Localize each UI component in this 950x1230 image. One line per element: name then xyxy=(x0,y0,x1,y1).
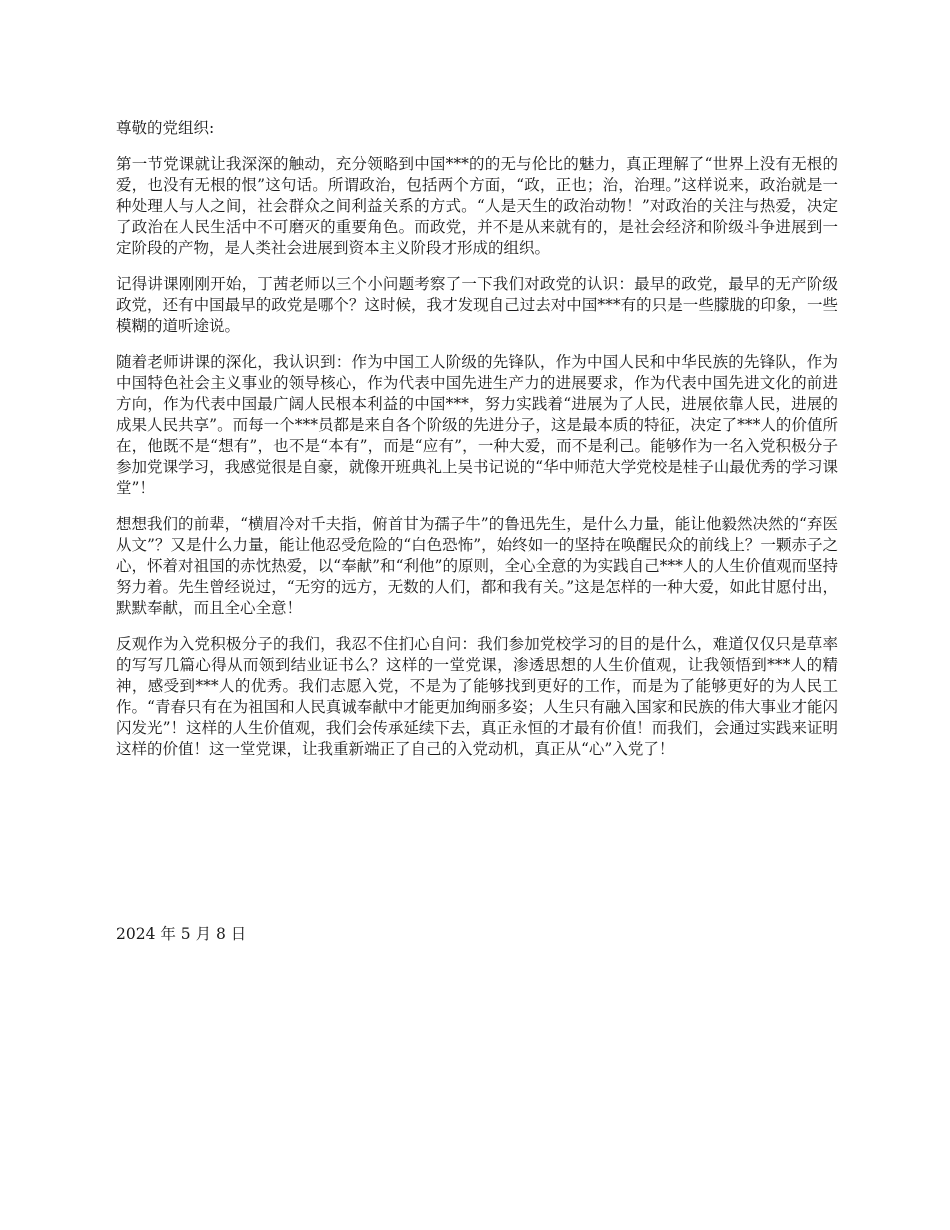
paragraph-4: 想想我们的前辈，“横眉冷对千夫指，俯首甘为孺子牛”的鲁迅先生，是什么力量，能让他毅然决然的“弃医从文”？又是什么力量，能让他忍受危险的“白色恐怖”，始终如一的坚持在唤醒民众的前线上？一颗赤子之心，怀着对祖国的赤忱热爱，以“奉献”和“利他”的原则，全心全意的为实践自己***人的人生价值观而坚持努力着。先生曾经说过，“无穷的远方，无数的人们，都和我有关。”这是怎样的一种大爱，如此甘愿付出，默默奉献，而且全心全意！ xyxy=(116,515,838,617)
paragraph-2: 记得讲课刚刚开始，丁茜老师以三个小问题考察了一下我们对政党的认识：最早的政党，最早的无产阶级政党，还有中国最早的政党是哪个？这时候，我才发现自己过去对中国***有的只是一些朦胧的印象，一些模糊的道听途说。 xyxy=(116,275,838,335)
paragraph-5: 反观作为入党积极分子的我们，我忍不住扪心自问：我们参加党校学习的目的是什么，难道仅仅只是草率的写写几篇心得从而领到结业证书么？这样的一堂党课，渗透思想的人生价值观，让我领悟到***人的精神，感受到***人的优秀。我们志愿入党，不是为了能够找到更好的工作，而是为了能够更好的为人民工作。“青春只有在为祖国和人民真诚奉献中才能更加绚丽多姿；人生只有融入国家和民族的伟大事业才能闪闪发光”！这样的人生价值观，我们会传承延续下去，真正永恒的才最有价值！而我们，会通过实践来证明这样的价值！这一堂党课，让我重新端正了自己的入党动机，真正从“心”入党了！ xyxy=(116,635,838,758)
paragraph-3: 随着老师讲课的深化，我认识到：作为中国工人阶级的先锋队，作为中国人民和中华民族的先锋队，作为中国特色社会主义事业的领导核心，作为代表中国先进生产力的进展要求，作为代表中国先进文化的前进方向，作为代表中国最广阔人民根本利益的中国***，努力实践着“进展为了人民，进展依靠人民，进展的成果人民共享”。而每一个***员都是来自各个阶级的先进分子，这是最本质的特征，决定了***人的价值所在，他既不是“想有”，也不是“本有”，而是“应有”，一种大爱，而不是利己。能够作为一名入党积极分子参加党课学习，我感觉很是自豪，就像开班典礼上吴书记说的“华中师范大学党校是桂子山最优秀的学习课堂”！ xyxy=(116,353,838,497)
letter-date: 2024 年 5 月 8 日 xyxy=(116,925,247,943)
letter-body xyxy=(116,118,838,775)
paragraph-1: 第一节党课就让我深深的触动，充分领略到中国***的的无与伦比的魅力，真正理解了“世界上没有无根的爱，也没有无根的恨”这句话。所谓政治，包括两个方面，“政，正也；治，治理。”这样说来，政治就是一种处理人与人之间，社会群众之间利益关系的方式。“人是天生的政治动物！”对政治的关注与热爱，决定了政治在人民生活中不可磨灭的重要角色。而政党，并不是从来就有的，是社会经济和阶级斗争进展到一定阶段的产物，是人类社会进展到资本主义阶段才形成的组织。 xyxy=(116,155,838,257)
salutation: 尊敬的党组织: xyxy=(116,119,215,137)
